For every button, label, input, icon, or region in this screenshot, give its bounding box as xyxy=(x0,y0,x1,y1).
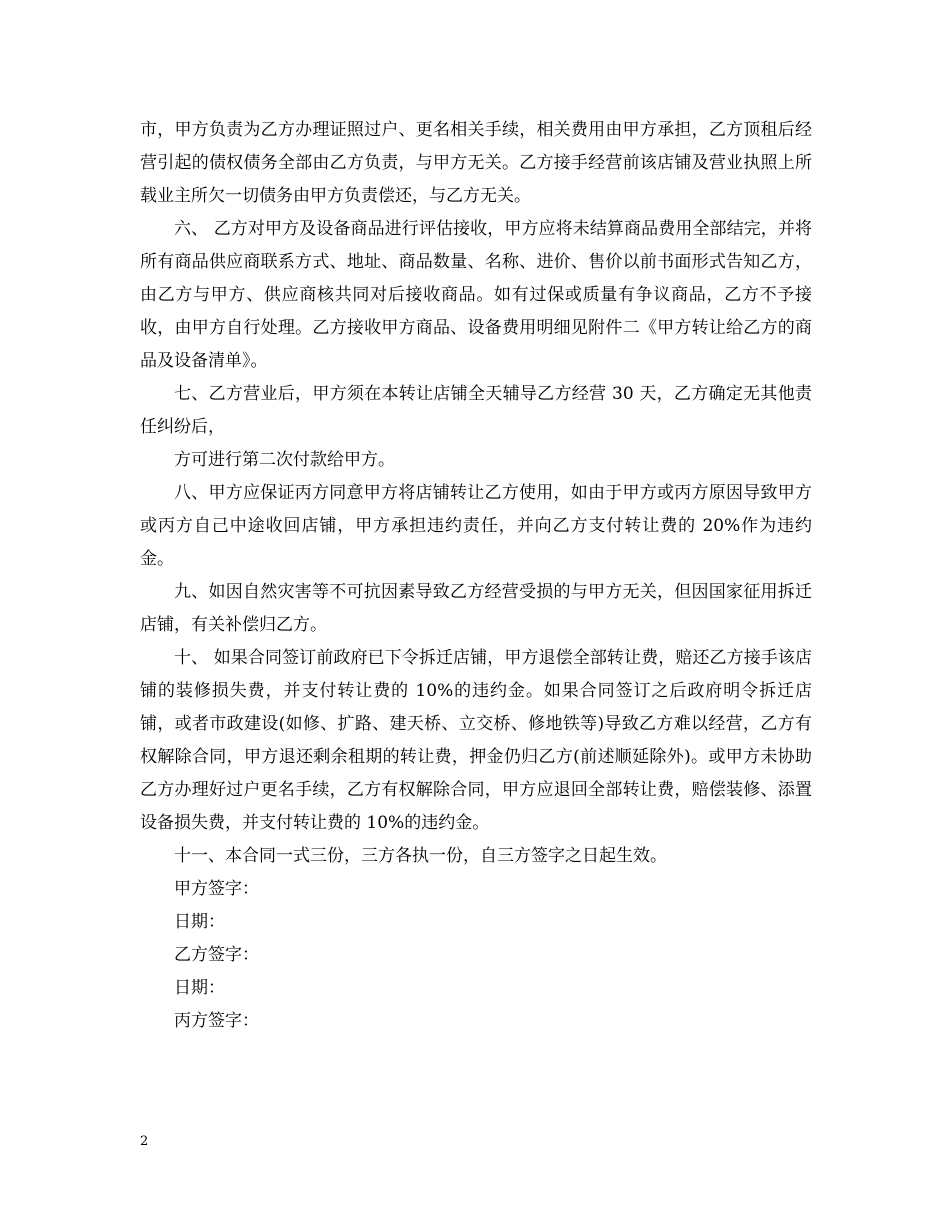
signature-date-a: 日期： xyxy=(174,912,225,932)
document-body xyxy=(140,114,812,1038)
paragraph-clause-7: 七、乙方营业后，甲方须在本转让店铺全天辅导乙方经营 30 天，乙方确定无其他责任纠纷后， xyxy=(140,384,812,437)
signature-block xyxy=(140,873,812,1038)
signature-date-b: 日期： xyxy=(174,978,225,998)
paragraph-clause-11: 十一、本合同一式三份，三方各执一份，自三方签字之日起生效。 xyxy=(174,846,667,866)
paragraph-clause-10: 十、 如果合同签订前政府已下令拆迁店铺，甲方退偿全部转让费，赔还乙方接手该店铺的装修损失费，并支付转让费的 10%的违约金。如果合同签订之后政府明令拆迁店铺，或者市政建设(如修、扩路、建天桥、立交桥、修地铁等)导致乙方难以经营，乙方有权解除合同，甲方退还剩余租期的转让费，押金仍归乙方(前述顺延除外)。或甲方未协助乙方办理好过户更名手续，乙方有权解除合同，甲方应退回全部转让费，赔偿装修、添置设备损失费，并支付转让费的 10%的违约金。 xyxy=(140,648,812,833)
paragraph-continuation: 市，甲方负责为乙方办理证照过户、更名相关手续，相关费用由甲方承担，乙方顶租后经营引起的债权债务全部由乙方负责，与甲方无关。乙方接手经营前该店铺及营业执照上所载业主所欠一切债务由甲方负责偿还，与乙方无关。 xyxy=(140,120,812,206)
paragraph-clause-9: 九、如因自然灾害等不可抗因素导致乙方经营受损的与甲方无关，但因国家征用拆迁店铺，有关补偿归乙方。 xyxy=(140,582,812,635)
page-number: 2 xyxy=(140,1134,149,1149)
paragraph-clause-7-continued: 方可进行第二次付款给甲方。 xyxy=(174,450,395,470)
signature-party-b: 乙方签字： xyxy=(174,945,259,965)
signature-party-c: 丙方签字： xyxy=(174,1011,259,1031)
signature-party-a: 甲方签字： xyxy=(174,879,259,899)
paragraph-clause-8: 八、甲方应保证丙方同意甲方将店铺转让乙方使用，如由于甲方或丙方原因导致甲方或丙方自己中途收回店铺，甲方承担违约责任，并向乙方支付转让费的 20%作为违约金。 xyxy=(140,483,812,569)
paragraph-clause-6: 六、 乙方对甲方及设备商品进行评估接收，甲方应将未结算商品费用全部结完，并将所有商品供应商联系方式、地址、商品数量、名称、进价、售价以前书面形式告知乙方，由乙方与甲方、供应商核共同对后接收商品。如有过保或质量有争议商品，乙方不予接收，由甲方自行处理。乙方接收甲方商品、设备费用明细见附件二《甲方转让给乙方的商品及设备清单》。 xyxy=(140,219,812,371)
